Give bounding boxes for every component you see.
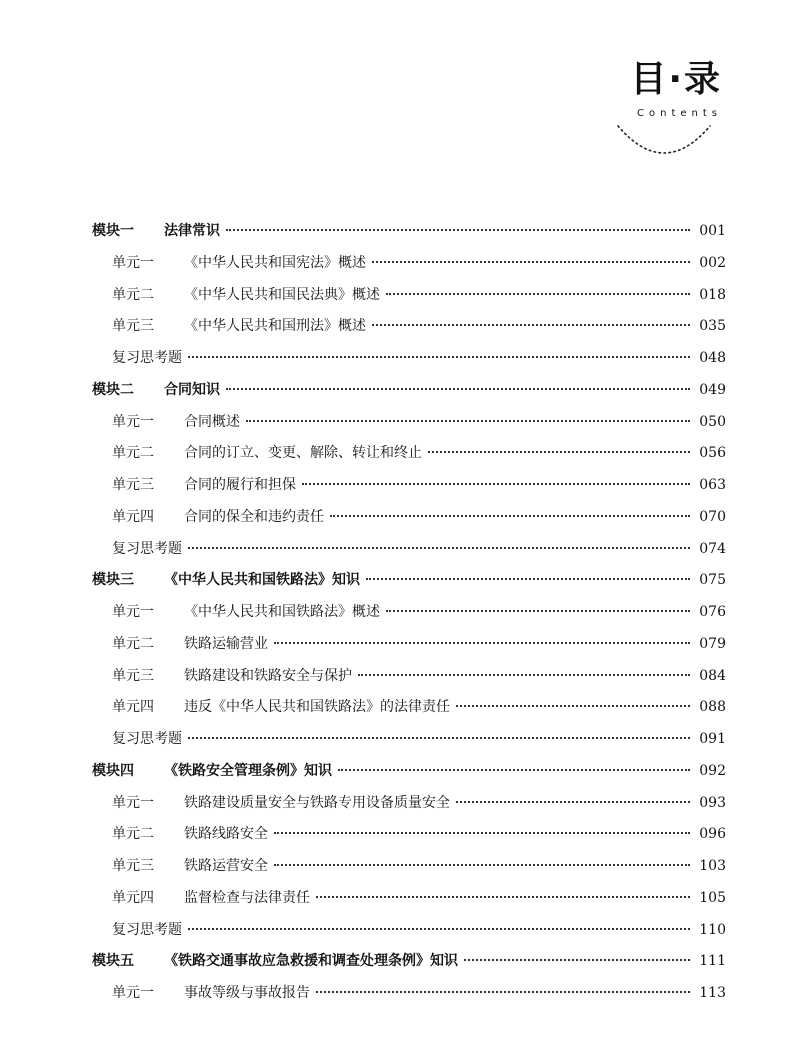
toc-entry-title: 《中华人民共和国铁路法》概述 <box>184 604 380 620</box>
toc-entry-title: 复习思考题 <box>112 350 182 366</box>
toc-page-number: 035 <box>699 318 726 335</box>
dotted-arc-ornament <box>614 120 714 160</box>
toc-page-number: 111 <box>699 953 726 970</box>
dot-leader <box>316 896 690 898</box>
dot-leader <box>330 515 690 517</box>
toc-page-number: 063 <box>699 477 726 493</box>
toc-unit-entry[interactable] <box>92 281 726 313</box>
toc-unit-entry[interactable] <box>92 312 726 344</box>
toc-entry-title: 《铁路安全管理条例》知识 <box>164 762 332 779</box>
dot-leader <box>428 451 690 453</box>
toc-entry-label: 模块四 <box>92 762 134 779</box>
toc-page-number: 093 <box>699 794 726 811</box>
toc-unit-entry[interactable] <box>92 503 726 535</box>
toc-entry-title: 违反《中华人民共和国铁路法》的法律责任 <box>184 699 450 716</box>
toc-page-number: 113 <box>699 985 726 1001</box>
toc-entry-label: 单元二 <box>112 826 154 843</box>
toc-entry-title: 合同知识 <box>164 381 220 398</box>
toc-page-number: 048 <box>699 350 726 366</box>
dot-leader <box>226 229 690 231</box>
toc-review-entry[interactable] <box>92 535 726 567</box>
toc-page-number: 056 <box>699 445 726 462</box>
dot-leader <box>338 769 690 771</box>
toc-page-number: 096 <box>699 826 726 843</box>
toc-entry-label: 单元二 <box>112 445 154 462</box>
toc-page-number: 076 <box>699 604 726 620</box>
contents-header <box>600 58 730 168</box>
toc-page-number: 070 <box>699 508 726 525</box>
dot-leader <box>274 864 690 866</box>
dot-leader <box>456 705 690 707</box>
toc-entry-label: 单元三 <box>112 667 154 684</box>
toc-entry-title: 合同的订立、变更、解除、转让和终止 <box>184 445 422 462</box>
dot-leader <box>274 642 690 644</box>
toc-entry-title: 铁路建设质量安全与铁路专用设备质量安全 <box>184 794 450 811</box>
toc-entry-label: 单元二 <box>112 286 154 303</box>
toc-entry-title: 事故等级与事故报告 <box>184 985 310 1001</box>
toc-page-number: 105 <box>699 889 726 906</box>
dot-leader <box>188 547 690 549</box>
toc-entry-label: 单元一 <box>112 985 154 1001</box>
dot-leader <box>366 578 690 580</box>
toc-entry-title: 《中华人民共和国民法典》概述 <box>184 286 380 303</box>
toc-page-number: 092 <box>699 762 726 779</box>
dot-leader <box>188 928 690 930</box>
toc-entry-title: 合同概述 <box>184 413 240 430</box>
toc-entry-title: 《中华人民共和国刑法》概述 <box>184 318 366 335</box>
toc-unit-entry[interactable] <box>92 693 726 725</box>
toc-entry-title: 铁路线路安全 <box>184 826 268 843</box>
dot-leader <box>456 801 690 803</box>
toc-page-number: 110 <box>699 921 726 938</box>
toc-page-number: 103 <box>699 858 726 874</box>
toc-page-number: 002 <box>699 254 726 271</box>
toc-entry-label: 单元三 <box>112 858 154 874</box>
toc-page-number: 088 <box>699 699 726 716</box>
toc-entry-title: 复习思考题 <box>112 921 182 938</box>
toc-entry-label: 单元三 <box>112 477 154 493</box>
dot-leader <box>464 959 690 961</box>
toc-unit-entry[interactable] <box>92 439 726 471</box>
toc-unit-entry[interactable] <box>92 598 726 630</box>
toc-entry-title: 监督检查与法律责任 <box>184 889 310 906</box>
toc-unit-entry[interactable] <box>92 630 726 662</box>
dot-leader <box>358 674 690 676</box>
table-of-contents <box>92 217 726 1011</box>
toc-entry-title: 法律常识 <box>164 223 220 239</box>
toc-module-entry[interactable] <box>92 947 726 979</box>
toc-page-number: 050 <box>699 413 726 430</box>
toc-page-number: 091 <box>699 731 726 747</box>
toc-page-number: 075 <box>699 572 726 589</box>
toc-page-number: 018 <box>699 286 726 303</box>
toc-entry-title: 铁路运营安全 <box>184 858 268 874</box>
toc-unit-entry[interactable] <box>92 852 726 884</box>
toc-entry-title: 铁路运输营业 <box>184 635 268 652</box>
toc-review-entry[interactable] <box>92 725 726 757</box>
toc-entry-title: 复习思考题 <box>112 540 182 557</box>
dot-leader <box>302 483 690 485</box>
toc-entry-label: 单元一 <box>112 794 154 811</box>
toc-page-number: 049 <box>699 381 726 398</box>
toc-module-entry[interactable] <box>92 757 726 789</box>
toc-entry-label: 模块三 <box>92 572 134 589</box>
toc-page-number: 079 <box>699 635 726 652</box>
toc-unit-entry[interactable] <box>92 884 726 916</box>
toc-entry-label: 模块二 <box>92 381 134 398</box>
toc-entry-title: 《中华人民共和国铁路法》知识 <box>164 572 360 589</box>
dot-leader <box>246 420 690 422</box>
toc-module-entry[interactable] <box>92 217 726 249</box>
toc-entry-title: 铁路建设和铁路安全与保护 <box>184 667 352 684</box>
toc-unit-entry[interactable] <box>92 471 726 503</box>
toc-module-entry[interactable] <box>92 566 726 598</box>
toc-entry-label: 单元一 <box>112 413 154 430</box>
toc-entry-label: 单元四 <box>112 889 154 906</box>
toc-unit-entry[interactable] <box>92 789 726 821</box>
dot-leader <box>386 293 690 295</box>
toc-unit-entry[interactable] <box>92 249 726 281</box>
dot-leader <box>188 737 690 739</box>
toc-entry-title: 《中华人民共和国宪法》概述 <box>184 254 366 271</box>
toc-entry-title: 复习思考题 <box>112 731 182 747</box>
dot-leader <box>386 610 690 612</box>
toc-review-entry[interactable] <box>92 344 726 376</box>
dot-leader <box>316 991 690 993</box>
toc-entry-title: 《铁路交通事故应急救援和调查处理条例》知识 <box>164 953 458 970</box>
toc-page-number: 084 <box>699 667 726 684</box>
dot-leader <box>188 356 690 358</box>
toc-entry-label: 模块一 <box>92 223 134 239</box>
page-subtitle: Contents <box>637 108 722 119</box>
dot-leader <box>226 388 690 390</box>
toc-entry-label: 单元一 <box>112 604 154 620</box>
toc-entry-label: 单元四 <box>112 699 154 716</box>
toc-unit-entry[interactable] <box>92 662 726 694</box>
dot-leader <box>274 832 690 834</box>
page-title: 目·录 <box>630 59 722 100</box>
toc-module-entry[interactable] <box>92 376 726 408</box>
toc-page-number: 074 <box>699 540 726 557</box>
toc-unit-entry[interactable] <box>92 408 726 440</box>
toc-entry-title: 合同的保全和违约责任 <box>184 508 324 525</box>
toc-entry-label: 单元二 <box>112 635 154 652</box>
toc-entry-label: 单元三 <box>112 318 154 335</box>
toc-unit-entry[interactable] <box>92 979 726 1011</box>
toc-entry-title: 合同的履行和担保 <box>184 477 296 493</box>
toc-review-entry[interactable] <box>92 916 726 948</box>
dot-leader <box>372 324 690 326</box>
toc-entry-label: 单元一 <box>112 254 154 271</box>
dot-leader <box>372 261 690 263</box>
toc-entry-label: 单元四 <box>112 508 154 525</box>
toc-entry-label: 模块五 <box>92 953 134 970</box>
toc-unit-entry[interactable] <box>92 820 726 852</box>
toc-page-number: 001 <box>699 223 726 239</box>
